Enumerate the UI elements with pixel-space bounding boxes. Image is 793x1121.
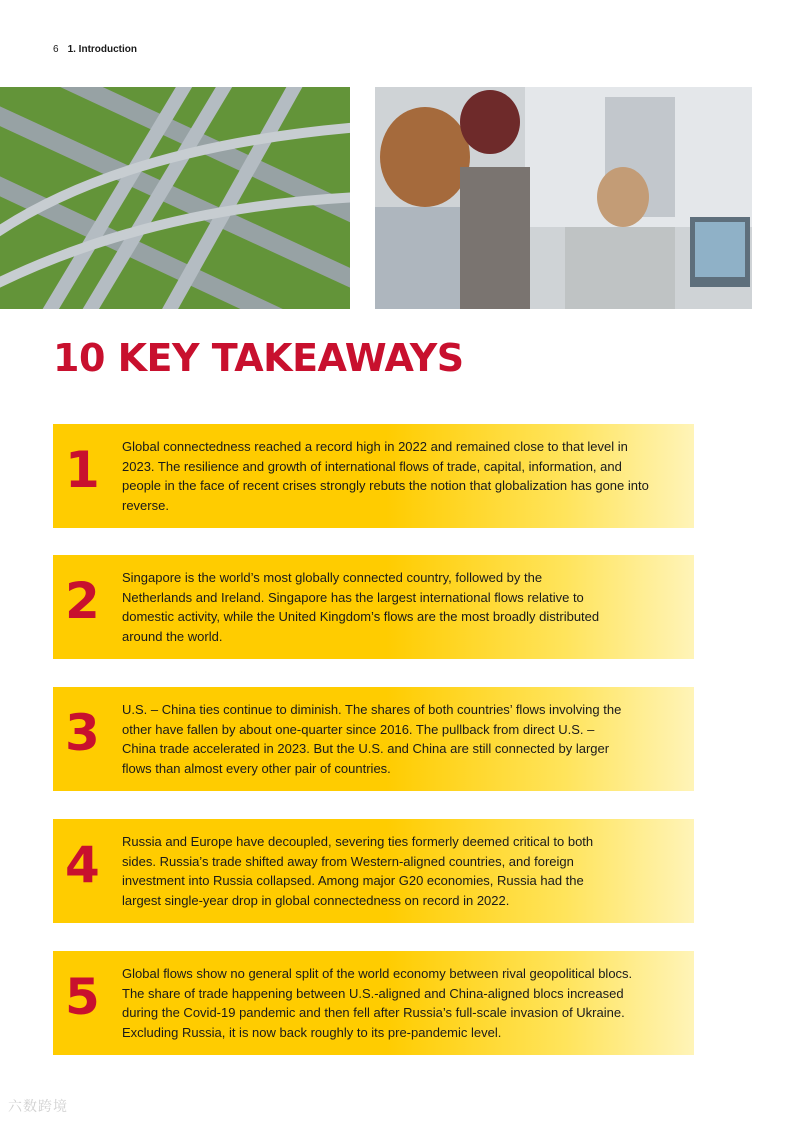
takeaway-card <box>53 555 694 659</box>
page-number: 6 <box>53 44 59 55</box>
watermark: 六数跨境 <box>8 1098 68 1114</box>
office-team-photo <box>375 87 752 309</box>
takeaway-number: 4 <box>65 836 100 894</box>
takeaway-text: Russia and Europe have decoupled, severing ties formerly deemed critical to both sides. Russia’s trade shifted away from Western-aligned countries, and foreign investment into Russia collapsed. Among major G20 economies, Russia had the largest single-year drop in global connectedness on record in 2022. <box>122 834 594 908</box>
page-title: 10 KEY TAKEAWAYS <box>53 336 464 380</box>
takeaway-text: Singapore is the world’s most globally connected country, followed by the Netherlands and Ireland. Singapore has the largest international flows relative to domestic activity, while the United Kingdom’s flows are the most broadly distributed around the world. <box>122 570 600 644</box>
takeaway-card <box>53 819 694 923</box>
takeaway-text: Global flows show no general split of the world economy between rival geopolitical blocs. The share of trade happening between U.S.-aligned and China-aligned blocs increased during the Covid-19 pandemic and then fell after Russia’s full-scale invasion of Ukraine. Excluding Russia, it is now back roughly to its pre-pandemic level. <box>122 966 633 1040</box>
takeaway-card <box>53 424 694 528</box>
highway-interchange-photo <box>0 87 350 309</box>
takeaway-card <box>53 951 694 1055</box>
section-title: 1. Introduction <box>67 44 138 55</box>
page-header <box>53 44 137 55</box>
takeaway-text: Global connectedness reached a record high in 2022 and remained close to that level in 2023. The resilience and growth of international flows of trade, capital, information, and people in the face of recent crises strongly rebuts the notion that globalization has gone into reverse. <box>122 439 649 513</box>
takeaway-card <box>53 687 694 791</box>
takeaway-text: U.S. – China ties continue to diminish. The shares of both countries’ flows involving the other have fallen by about one-quarter since 2016. The pullback from direct U.S. – China trade accelerated in 2023. But the U.S. and China are still connected by larger flows than almost every other pair of countries. <box>122 702 622 776</box>
takeaway-number: 2 <box>65 572 100 630</box>
takeaway-number: 5 <box>65 968 100 1026</box>
takeaway-number: 1 <box>65 441 100 499</box>
takeaway-number: 3 <box>65 704 100 762</box>
